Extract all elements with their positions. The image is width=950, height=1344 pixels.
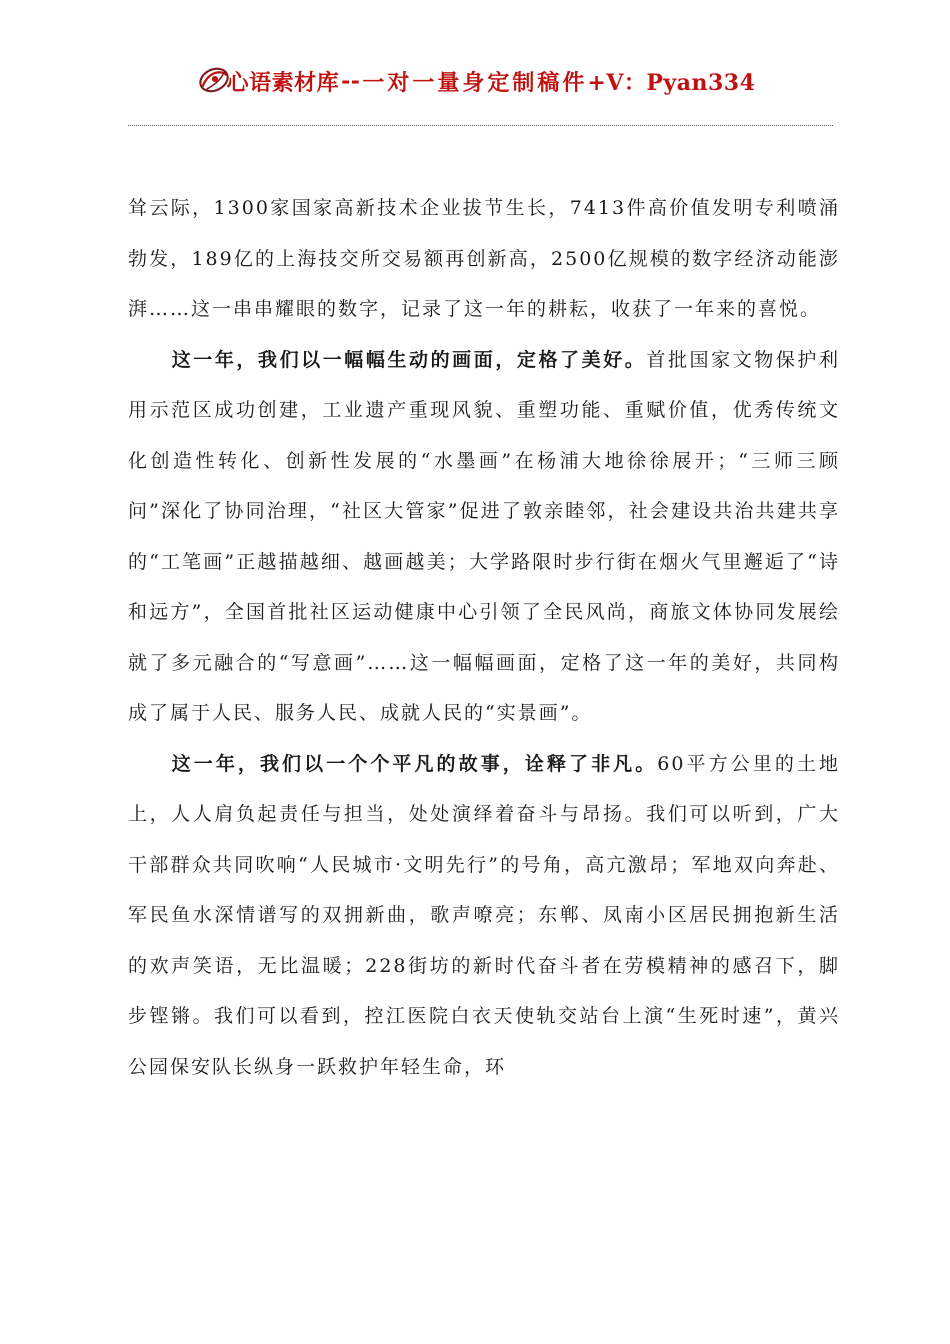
paragraph-2-lead: 这一年，我们以一幅幅生动的画面，定格了美好。 — [171, 348, 647, 371]
document-body — [128, 183, 840, 1092]
header-contact: +V：Pyan334 — [587, 69, 756, 96]
swirl-logo-icon — [195, 60, 233, 98]
paragraph-3-text: 60平方公里的土地上，人人肩负起责任与担当，处处演绎着奋斗与昂扬。我们可以听到，广大干部群众共同吹响“人民城市·文明先行”的号角，高亢激昂；军地双向奔赴、军民鱼水深情谱写的双拥新曲，歌声嘹亮；东郸、凤南小区居民拥抱新生活的欢声笑语，无比温暖；228街坊的新时代奋斗者在劳模精神的感召下，脚步铿锵。我们可以看到，控江医院白衣天使轨交站台上演“生死时速”，黄兴公园保安队长纵身一跃救护年轻生命，环 — [128, 752, 840, 1078]
paragraph-1: 耸云际，1300家国家高新技术企业拔节生长，7413件高价值发明专利喷涌勃发，189亿的上海技交所交易额再创新高，2500亿规模的数字经济动能澎湃……这一串串耀眼的数字，记录了这一年的耕耘，收获了一年来的喜悦。 — [128, 197, 840, 320]
paragraph-2-text: 首批国家文物保护利用示范区成功创建，工业遗产重现风貌、重塑功能、重赋价值，优秀传统文化创造性转化、创新性发展的“水墨画”在杨浦大地徐徐展开；“三师三顾问”深化了协同治理，“社区大管家”促进了敦亲睦邻，社会建设共治共建共享的“工笔画”正越描越细、越画越美；大学路限时步行街在烟火气里邂逅了“诗和远方”，全国首批社区运动健康中心引领了全民风尚，商旅文体协同发展绘就了多元融合的“写意画”……这一幅幅画面，定格了这一年的美好，共同构成了属于人民、服务人民、成就人民的“实景画”。 — [128, 348, 840, 724]
paragraph-3-lead: 这一年，我们以一个个平凡的故事，诠释了非凡。 — [171, 752, 658, 775]
header-slogan: 一对一量身定制稿件 — [362, 69, 588, 96]
paragraph-2 — [128, 335, 840, 739]
header-site-name: 心语素材库 — [226, 69, 340, 96]
header-separator: -- — [341, 68, 361, 94]
page-header — [0, 62, 950, 102]
paragraph-3 — [128, 739, 840, 1093]
header-banner — [195, 62, 756, 100]
header-divider — [128, 125, 833, 126]
